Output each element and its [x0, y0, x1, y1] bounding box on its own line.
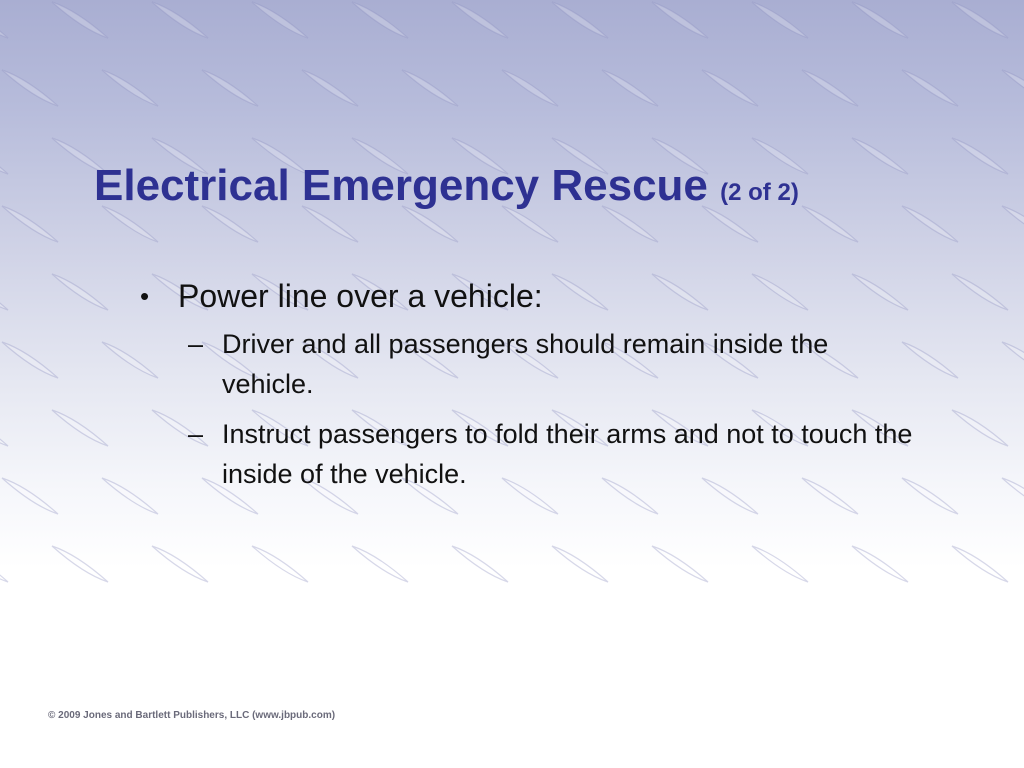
- pattern-leaf: [452, 546, 508, 582]
- pattern-leaf: [902, 70, 958, 106]
- pattern-leaf: [652, 546, 708, 582]
- pattern-leaf: [252, 546, 308, 582]
- bullet-text: Power line over a vehicle:: [178, 278, 543, 314]
- bullet-icon: •: [140, 281, 150, 311]
- title-main: Electrical Emergency Rescue: [94, 161, 708, 210]
- pattern-leaf: [952, 546, 1008, 582]
- pattern-leaf: [0, 138, 8, 174]
- pattern-leaf: [2, 478, 58, 514]
- pattern-leaf: [752, 546, 808, 582]
- pattern-leaf: [52, 2, 108, 38]
- pattern-leaf: [552, 546, 608, 582]
- pattern-leaf: [952, 274, 1008, 310]
- sub-bullet-text: Instruct passengers to fold their arms and not to touch the inside of the vehicle.: [222, 419, 913, 489]
- pattern-leaf: [202, 70, 258, 106]
- pattern-leaf: [852, 2, 908, 38]
- dash-icon: –: [188, 419, 204, 449]
- pattern-leaf: [52, 410, 108, 446]
- pattern-leaf: [452, 2, 508, 38]
- pattern-leaf: [402, 70, 458, 106]
- pattern-leaf: [952, 2, 1008, 38]
- pattern-leaf: [152, 546, 208, 582]
- pattern-leaf: [952, 410, 1008, 446]
- pattern-leaf: [152, 2, 208, 38]
- pattern-leaf: [1002, 478, 1024, 514]
- pattern-leaf: [0, 274, 8, 310]
- pattern-leaf: [52, 546, 108, 582]
- pattern-leaf: [802, 70, 858, 106]
- pattern-leaf: [0, 410, 8, 446]
- pattern-leaf: [1002, 70, 1024, 106]
- pattern-leaf: [0, 2, 8, 38]
- pattern-leaf: [302, 70, 358, 106]
- pattern-leaf: [102, 70, 158, 106]
- pattern-leaf: [2, 70, 58, 106]
- sub-bullet-text: Driver and all passengers should remain inside the vehicle.: [222, 329, 829, 399]
- bullet-item: [140, 274, 940, 318]
- pattern-leaf: [852, 138, 908, 174]
- pattern-leaf: [652, 2, 708, 38]
- pattern-leaf: [552, 2, 608, 38]
- pattern-leaf: [0, 546, 8, 582]
- sub-bullet-item: [184, 324, 922, 404]
- copyright-footer: © 2009 Jones and Bartlett Publishers, LLC (www.jbpub.com): [48, 710, 336, 721]
- sub-bullet-item: [184, 414, 922, 494]
- pattern-leaf: [802, 206, 858, 242]
- pattern-leaf: [752, 2, 808, 38]
- pattern-leaf: [852, 546, 908, 582]
- pattern-leaf: [1002, 206, 1024, 242]
- pattern-leaf: [902, 206, 958, 242]
- pattern-leaf: [1002, 342, 1024, 378]
- pattern-leaf: [2, 206, 58, 242]
- slide-content: [140, 274, 940, 494]
- pattern-leaf: [502, 70, 558, 106]
- pattern-leaf: [52, 274, 108, 310]
- slide-title: [94, 156, 799, 223]
- pattern-leaf: [352, 2, 408, 38]
- title-subtitle: (2 of 2): [720, 179, 799, 206]
- pattern-leaf: [602, 70, 658, 106]
- pattern-leaf: [952, 138, 1008, 174]
- pattern-leaf: [352, 546, 408, 582]
- pattern-leaf: [2, 342, 58, 378]
- pattern-leaf: [702, 70, 758, 106]
- dash-icon: –: [188, 329, 204, 359]
- pattern-leaf: [252, 2, 308, 38]
